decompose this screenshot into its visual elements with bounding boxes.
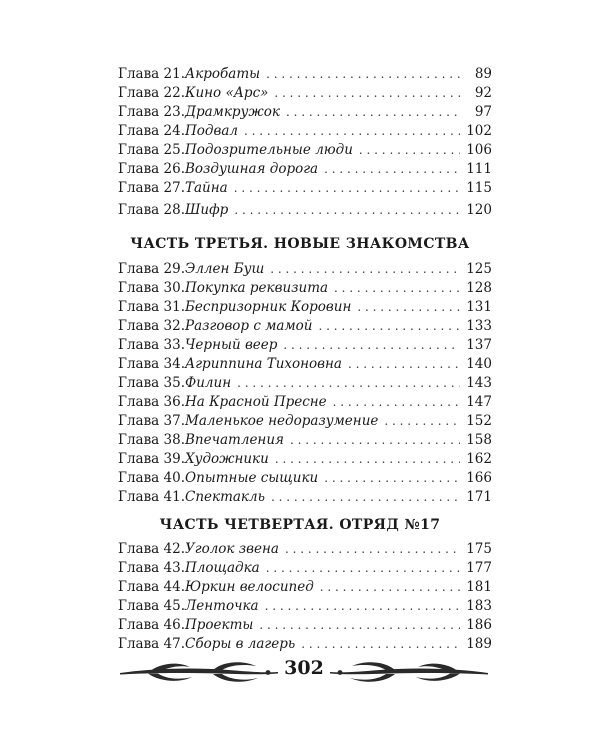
chapter-label: Глава — [118, 375, 160, 391]
dot-leader — [270, 260, 460, 279]
chapter-title: Эллен Буш — [185, 261, 265, 277]
dot-leader — [320, 578, 460, 597]
page-ref: 128 — [466, 280, 492, 296]
chapter-label: Глава — [118, 261, 160, 277]
chapter-number: 24. — [163, 123, 185, 139]
chapter-title: Впечатления — [185, 432, 284, 448]
chapter-number: 41. — [163, 489, 185, 505]
page-ref: 97 — [474, 104, 492, 120]
chapter-number: 39. — [163, 451, 185, 467]
page-ref: 131 — [466, 299, 492, 315]
toc-entry — [118, 450, 492, 469]
page-ref: 147 — [466, 394, 492, 410]
page-number: 302 — [284, 657, 324, 679]
toc-entry — [118, 635, 492, 654]
toc-entry — [118, 141, 492, 160]
toc-entry — [118, 122, 492, 141]
toc-entry — [118, 374, 492, 393]
page-ref: 162 — [466, 451, 492, 467]
toc-entry — [118, 65, 492, 84]
chapter-number: 31. — [163, 299, 185, 315]
chapter-label: Глава — [118, 636, 160, 652]
chapter-label: Глава — [118, 394, 160, 410]
toc-entry — [118, 160, 492, 179]
page-ref: 120 — [466, 202, 492, 218]
dot-leader — [275, 450, 460, 469]
dot-leader — [348, 355, 460, 374]
chapter-number: 35. — [163, 375, 185, 391]
chapter-number: 27. — [163, 180, 185, 196]
chapter-number: 28. — [163, 202, 185, 218]
chapter-title: Проекты — [185, 617, 254, 633]
page-ref: 166 — [466, 470, 492, 486]
toc-entry — [118, 469, 492, 488]
toc-entry — [118, 355, 492, 374]
page-ref: 183 — [466, 598, 492, 614]
chapter-label: Глава — [118, 617, 160, 633]
dot-leader — [301, 635, 460, 654]
chapter-label: Глава — [118, 541, 160, 557]
chapter-title: Маленькое недоразумение — [185, 413, 379, 429]
dot-leader — [237, 374, 460, 393]
page-ref: 89 — [474, 66, 492, 82]
toc-entry — [118, 103, 492, 122]
chapter-number: 25. — [163, 142, 185, 158]
chapter-label: Глава — [118, 180, 160, 196]
page-ref: 102 — [466, 123, 492, 139]
chapter-number: 32. — [163, 318, 185, 334]
page-ref: 106 — [466, 142, 492, 158]
chapter-title: Сборы в лагерь — [185, 636, 296, 652]
chapter-title: Уголок звена — [185, 541, 279, 557]
page-ref: 177 — [466, 560, 492, 576]
part-heading: ЧАСТЬ ЧЕТВЕРТАЯ. ОТРЯД №17 — [159, 517, 441, 533]
chapter-label: Глава — [118, 579, 160, 595]
dot-leader — [234, 179, 460, 198]
dot-leader — [283, 336, 460, 355]
page-ref: 125 — [466, 261, 492, 277]
chapter-label: Глава — [118, 318, 160, 334]
chapter-title: Опытные сыщики — [185, 470, 319, 486]
page-ref: 189 — [466, 636, 492, 652]
chapter-label: Глава — [118, 161, 160, 177]
chapter-title: Воздушная дорога — [185, 161, 319, 177]
chapter-title: Беспризорник Коровин — [185, 299, 352, 315]
chapter-number: 21. — [163, 66, 185, 82]
chapter-number: 33. — [163, 337, 185, 353]
page-ref: 171 — [466, 489, 492, 505]
chapter-label: Глава — [118, 66, 160, 82]
chapter-title: Ленточка — [185, 598, 259, 614]
chapter-number: 26. — [163, 161, 185, 177]
dot-leader — [266, 559, 460, 578]
chapter-number: 37. — [163, 413, 185, 429]
dot-leader — [266, 65, 460, 84]
chapter-number: 47. — [163, 636, 185, 652]
chapter-title: Разговор с мамой — [185, 318, 313, 334]
dot-leader — [259, 616, 460, 635]
chapter-number: 38. — [163, 432, 185, 448]
toc-entry — [118, 317, 492, 336]
page-ref: 137 — [466, 337, 492, 353]
dot-leader — [271, 488, 460, 507]
chapter-label: Глава — [118, 489, 160, 505]
chapter-number: 43. — [163, 560, 185, 576]
chapter-title: Спектакль — [185, 489, 265, 505]
chapter-title: Черный веер — [185, 337, 278, 353]
chapter-label: Глава — [118, 356, 160, 372]
chapter-number: 29. — [163, 261, 185, 277]
chapter-title: Агриппина Тихоновна — [185, 356, 342, 372]
toc-entry — [118, 298, 492, 317]
chapter-label: Глава — [118, 104, 160, 120]
page-ref: 143 — [466, 375, 492, 391]
chapter-title: Художники — [185, 451, 269, 467]
dot-leader — [244, 122, 460, 141]
toc-entry — [118, 578, 492, 597]
chapter-number: 42. — [163, 541, 185, 557]
chapter-title: Площадка — [185, 560, 260, 576]
chapter-title: Подозрительные люди — [185, 142, 353, 158]
chapter-title: Кино «Арс» — [185, 85, 269, 101]
page-ref: 111 — [466, 161, 492, 177]
toc-entry — [118, 540, 492, 559]
chapter-title: Филин — [185, 375, 232, 391]
dot-leader — [285, 540, 460, 559]
toc-entry — [118, 412, 492, 431]
toc-entry — [118, 260, 492, 279]
chapter-label: Глава — [118, 451, 160, 467]
chapter-label: Глава — [118, 470, 160, 486]
chapter-title: Подвал — [185, 123, 238, 139]
chapter-number: 22. — [163, 85, 185, 101]
toc-entry — [118, 336, 492, 355]
page-ref: 158 — [466, 432, 492, 448]
chapter-number: 30. — [163, 280, 185, 296]
chapter-label: Глава — [118, 85, 160, 101]
page-ref: 181 — [466, 579, 492, 595]
dot-leader — [265, 597, 460, 616]
chapter-title: Драмкружок — [185, 104, 280, 120]
dot-leader — [286, 103, 460, 122]
chapter-title: Тайна — [185, 180, 228, 196]
chapter-number: 36. — [163, 394, 185, 410]
dot-leader — [274, 84, 460, 103]
toc-entry — [118, 201, 492, 220]
dot-leader — [333, 393, 460, 412]
toc-entry — [118, 488, 492, 507]
toc-block-part2-end — [118, 65, 492, 220]
dot-leader — [234, 201, 460, 220]
chapter-title: Акробаты — [185, 66, 261, 82]
chapter-number: 40. — [163, 470, 185, 486]
toc-entry — [118, 616, 492, 635]
chapter-label: Глава — [118, 202, 160, 218]
dot-leader — [318, 317, 460, 336]
dot-leader — [359, 141, 460, 160]
chapter-title: Покупка реквизита — [185, 280, 329, 296]
page-ref: 175 — [466, 541, 492, 557]
chapter-title: Шифр — [185, 202, 229, 218]
chapter-title: На Красной Пресне — [185, 394, 327, 410]
chapter-label: Глава — [118, 280, 160, 296]
page-ref: 133 — [466, 318, 492, 334]
toc-entry — [118, 559, 492, 578]
chapter-label: Глава — [118, 432, 160, 448]
toc-entry — [118, 279, 492, 298]
chapter-label: Глава — [118, 337, 160, 353]
chapter-label: Глава — [118, 598, 160, 614]
dot-leader — [357, 298, 460, 317]
page-ref: 152 — [466, 413, 492, 429]
toc-entry — [118, 179, 492, 198]
dot-leader — [334, 279, 460, 298]
toc-entry — [118, 431, 492, 450]
chapter-label: Глава — [118, 413, 160, 429]
chapter-number: 23. — [163, 104, 185, 120]
dot-leader — [324, 160, 460, 179]
chapter-label: Глава — [118, 142, 160, 158]
chapter-label: Глава — [118, 560, 160, 576]
chapter-title: Юркин велосипед — [185, 579, 314, 595]
toc-block-part4 — [118, 540, 492, 654]
page-ref: 92 — [474, 85, 492, 101]
dot-leader — [324, 469, 460, 488]
chapter-number: 34. — [163, 356, 185, 372]
dot-leader — [384, 412, 460, 431]
part-heading: ЧАСТЬ ТРЕТЬЯ. НОВЫЕ ЗНАКОМСТВА — [130, 236, 470, 252]
toc-entry — [118, 597, 492, 616]
chapter-number: 46. — [163, 617, 185, 633]
chapter-number: 45. — [163, 598, 185, 614]
chapter-number: 44. — [163, 579, 185, 595]
page-ref: 140 — [466, 356, 492, 372]
toc-block-part3 — [118, 260, 492, 507]
page-ref: 115 — [466, 180, 492, 196]
toc-entry — [118, 393, 492, 412]
dot-leader — [290, 431, 460, 450]
page-footer — [118, 655, 490, 687]
toc-entry — [118, 84, 492, 103]
chapter-label: Глава — [118, 123, 160, 139]
page-ref: 186 — [466, 617, 492, 633]
chapter-label: Глава — [118, 299, 160, 315]
